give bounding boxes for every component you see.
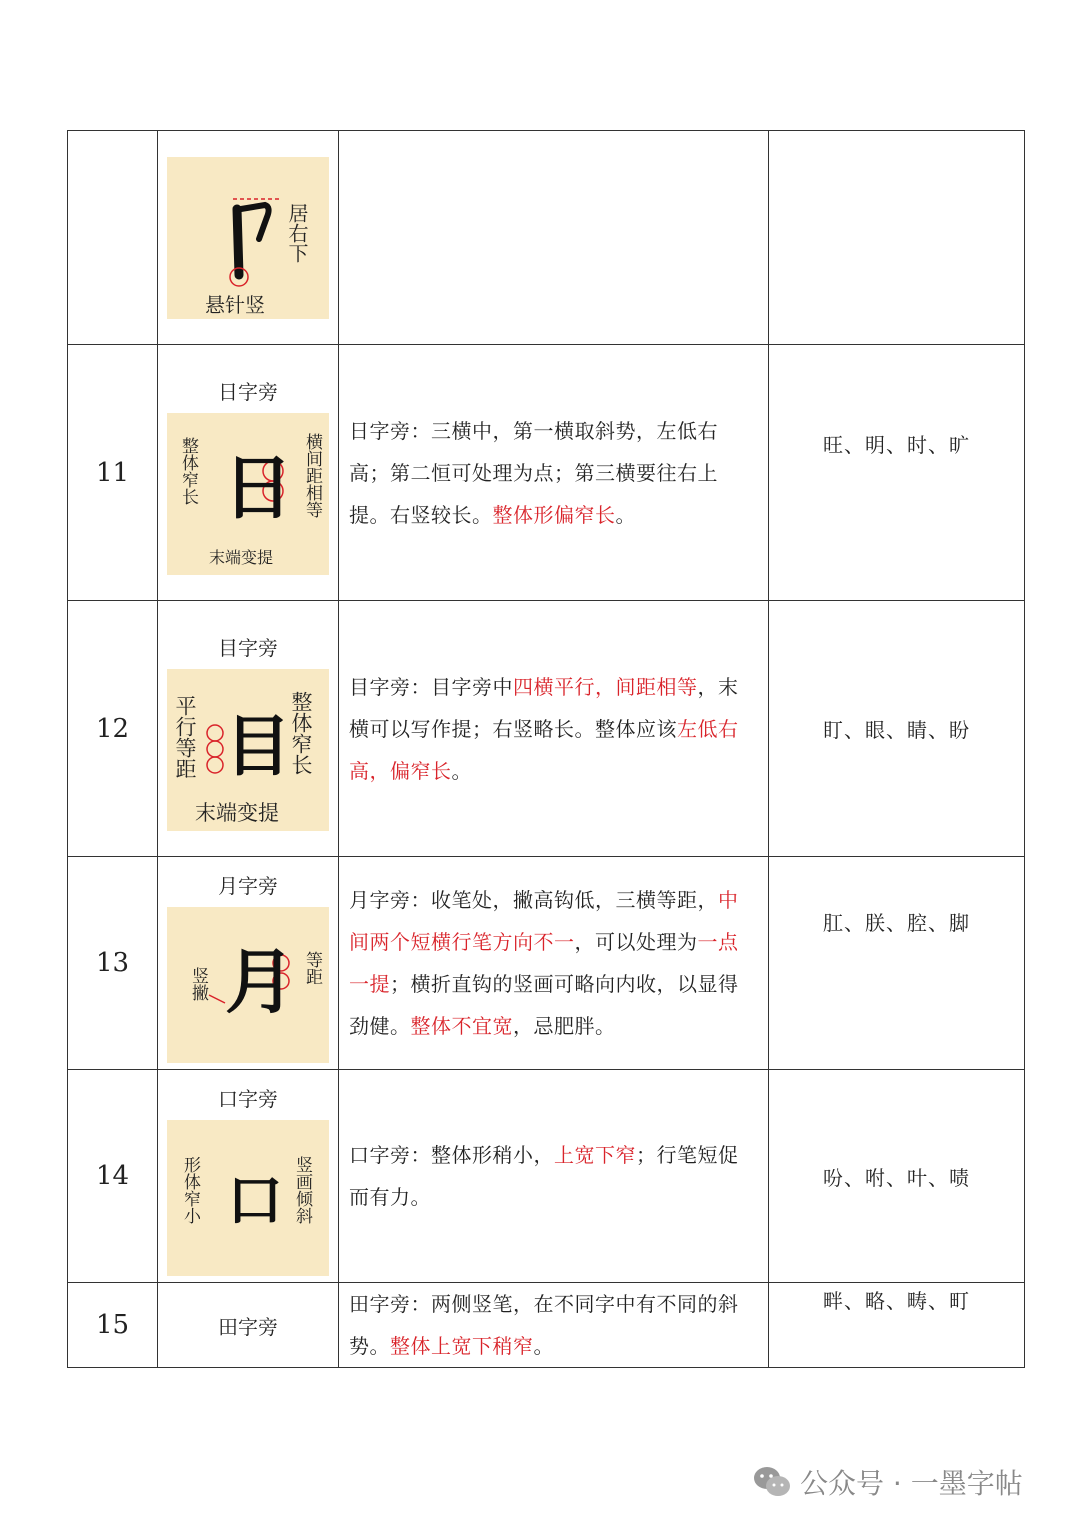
desc-text: 月字旁：收笔处，撇高钩低，三横等距， — [349, 888, 718, 912]
desc-text: ，可以处理为 — [574, 930, 698, 954]
note-right: 横间距相等 — [302, 433, 322, 518]
radical-image-cell — [158, 857, 339, 1070]
desc-text: 日字旁：三横中，第一横取斜势，左低右高；第二恒可处理为点；第三横要往右上提。右竖较长。 — [349, 418, 718, 527]
radical-card — [167, 907, 329, 1063]
examples-cell — [769, 131, 1025, 345]
note-left: 竖撇 — [188, 966, 208, 1001]
radical-name: 目字旁 — [218, 636, 278, 660]
examples-cell: 吩、咐、叶、啧 — [769, 1070, 1025, 1283]
desc-text: 口字旁：整体形稍小， — [349, 1143, 554, 1167]
radical-name: 田字旁 — [218, 1314, 278, 1339]
radical-card — [167, 669, 329, 831]
row-number: 14 — [68, 1070, 158, 1283]
desc-highlight: 上宽下窄 — [554, 1143, 636, 1167]
radical-image-cell — [158, 131, 339, 345]
row-number: 13 — [68, 857, 158, 1070]
desc-highlight: 左低右高，偏窄长 — [349, 716, 739, 783]
examples-cell: 盯、眼、睛、盼 — [769, 601, 1025, 857]
description-cell — [339, 345, 769, 601]
wechat-icon — [752, 1465, 792, 1499]
row-number — [68, 131, 158, 345]
radical-card — [167, 157, 329, 319]
radical-name: 口字旁 — [218, 1086, 278, 1111]
note-left: 形体窄小 — [180, 1155, 200, 1224]
row-number: 12 — [68, 601, 158, 857]
desc-text: 目字旁：目字旁中 — [349, 674, 513, 699]
note-right: 居右下 — [285, 202, 309, 263]
radical-table — [67, 130, 1025, 1368]
description-cell — [339, 1283, 769, 1368]
table-row — [68, 1070, 1025, 1283]
examples-cell: 旺、明、时、旷 — [769, 345, 1025, 601]
radical-card — [167, 1120, 329, 1276]
desc-text: ；行笔短促而有力。 — [349, 1143, 739, 1209]
table-row — [68, 1283, 1025, 1368]
desc-text: 。 — [533, 1334, 554, 1358]
note-bottom: 悬针竖 — [205, 292, 265, 317]
desc-highlight: 中间两个短横行笔方向不一 — [349, 888, 739, 954]
desc-text: ，忌肥胖。 — [513, 1014, 616, 1038]
radical-glyph: 日 — [223, 446, 293, 529]
row-number: 15 — [68, 1283, 158, 1368]
footer-label: 公众号 · 一墨字帖 — [800, 1467, 1023, 1500]
desc-text: 。 — [615, 502, 636, 527]
radical-image-cell — [158, 601, 339, 857]
note-right: 整体窄长 — [289, 691, 313, 775]
note-left: 整体窄长 — [178, 437, 198, 505]
description-cell — [339, 131, 769, 345]
note-bottom: 末端变提 — [209, 548, 274, 567]
desc-highlight: 整体形偏窄长 — [492, 502, 616, 527]
examples-cell: 畔、略、畴、町 — [769, 1283, 1025, 1368]
radical-name: 日字旁 — [218, 380, 278, 404]
note-right: 竖画倾斜 — [292, 1155, 312, 1224]
table-row — [68, 131, 1025, 345]
radical-image-cell — [158, 1070, 339, 1283]
desc-highlight: 整体不宜宽 — [410, 1014, 513, 1038]
note-bottom: 末端变提 — [195, 801, 279, 825]
examples-cell: 肛、朕、腔、脚 — [769, 857, 1025, 1070]
description-cell — [339, 857, 769, 1070]
table-row — [68, 345, 1025, 601]
radical-name: 月字旁 — [218, 873, 278, 898]
desc-highlight: 四横平行，间距相等 — [513, 674, 698, 699]
radical-glyph: 目 — [225, 707, 291, 785]
desc-highlight: 一点一提 — [349, 930, 739, 996]
table-row — [68, 601, 1025, 857]
radical-glyph: 口 — [227, 1167, 283, 1234]
radical-image-cell — [158, 345, 339, 601]
description-cell — [339, 1070, 769, 1283]
note-right: 等距 — [302, 950, 322, 985]
desc-text: ；横折直钩的竖画可略向内收，以显得劲健。 — [349, 972, 739, 1038]
desc-text: 。 — [451, 758, 472, 783]
row-number: 11 — [68, 345, 158, 601]
table-row — [68, 857, 1025, 1070]
watermark-footer — [752, 1462, 1023, 1502]
description-cell — [339, 601, 769, 857]
note-left: 平行等距 — [173, 695, 197, 779]
desc-text: 田字旁：两侧竖笔，在不同字中有不同的斜势。 — [349, 1292, 739, 1358]
radical-card — [167, 413, 329, 575]
radical-name-cell — [158, 1283, 339, 1368]
radical-glyph: 月 — [225, 939, 295, 1023]
desc-highlight: 整体上宽下稍窄 — [390, 1334, 534, 1358]
desc-text: ，末横可以写作提；右竖略长。整体应该 — [349, 674, 739, 741]
